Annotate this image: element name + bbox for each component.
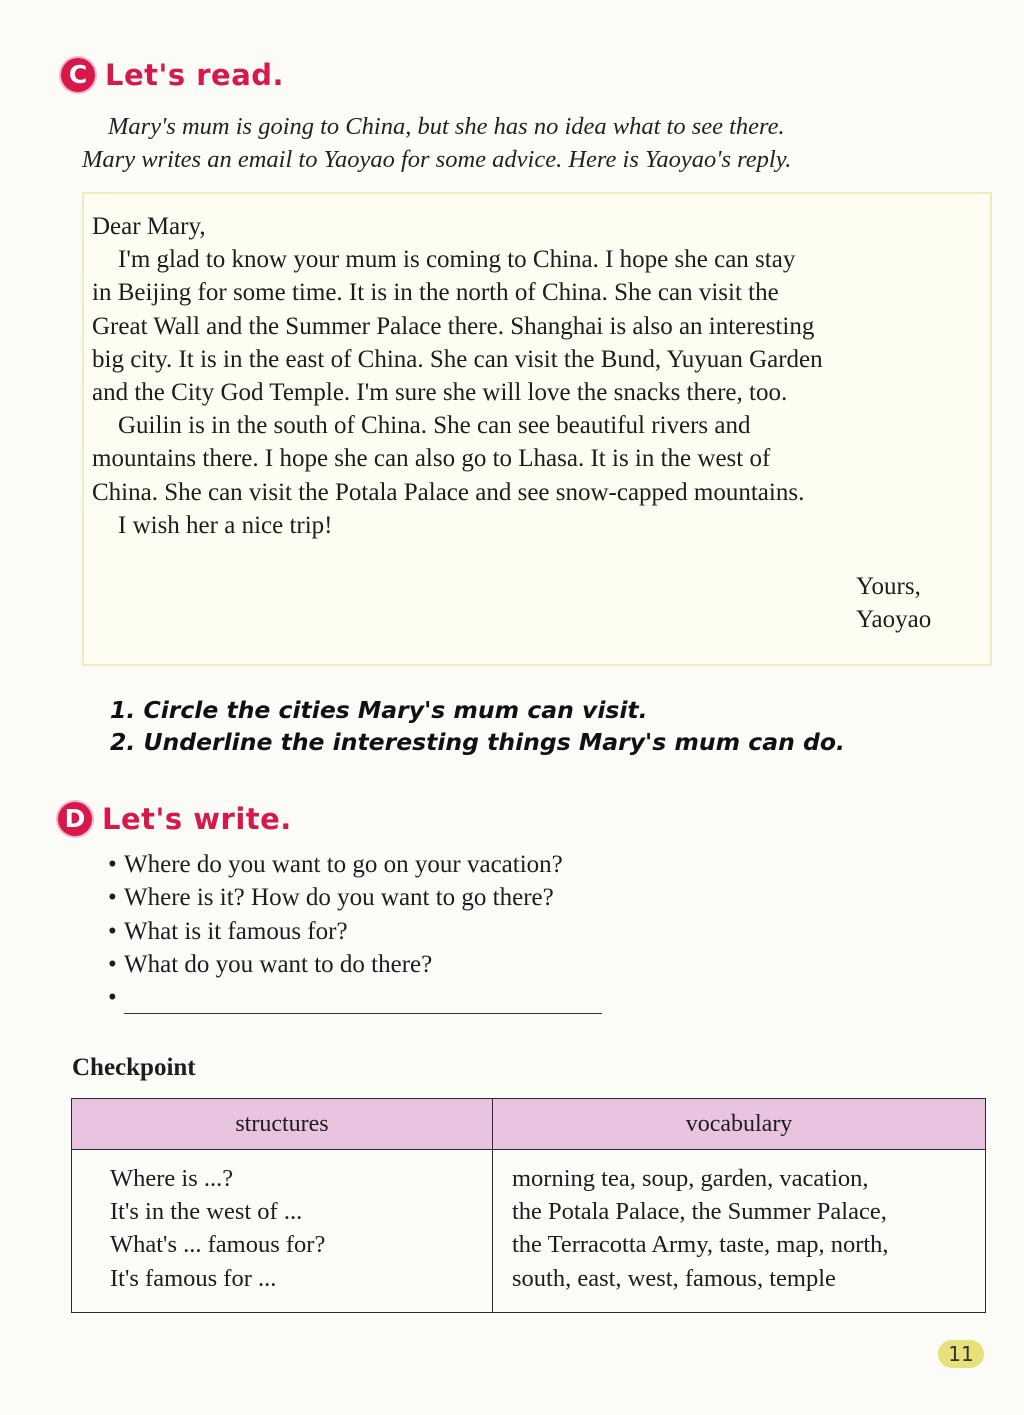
vocabulary-line: the Potala Palace, the Summer Palace, bbox=[512, 1198, 887, 1226]
email-line: I'm glad to know your mum is coming to China. I hope she can stay bbox=[118, 246, 796, 274]
answer-blank-line[interactable] bbox=[124, 989, 602, 1014]
checkpoint-header-row bbox=[72, 1099, 986, 1150]
email-line: China. She can visit the Potala Palace and see snow-capped mountains. bbox=[92, 478, 805, 506]
intro-line-2: Mary writes an email to Yaoyao for some advice. Here is Yaoyao's reply. bbox=[82, 146, 792, 173]
structure-item: It's in the west of ... bbox=[110, 1198, 303, 1226]
task-1: 1. Circle the cities Mary's mum can visit. bbox=[110, 696, 648, 724]
vocabulary-line: morning tea, soup, garden, vacation, bbox=[512, 1165, 869, 1192]
section-c-badge: C bbox=[61, 58, 95, 92]
structure-item: Where is ...? bbox=[110, 1165, 234, 1192]
email-line: mountains there. I hope she can also go to Lhasa. It is in the west of bbox=[92, 445, 771, 473]
email-greeting: Dear Mary, bbox=[92, 213, 206, 240]
email-closing: Yours, bbox=[856, 573, 921, 600]
structures-header: structures bbox=[72, 1099, 493, 1150]
checkpoint-content-row bbox=[72, 1150, 986, 1313]
vocabulary-line: south, east, west, famous, temple bbox=[512, 1264, 836, 1292]
email-body bbox=[92, 210, 982, 542]
structures-cell bbox=[72, 1150, 493, 1313]
email-line: in Beijing for some time. It is in the north of China. She can visit the bbox=[92, 279, 779, 307]
structure-item: It's famous for ... bbox=[110, 1264, 277, 1292]
prompt-item: • Where do you want to go on your vacation? bbox=[108, 848, 602, 881]
task-2: 2. Underline the interesting things Mary's mum can do. bbox=[110, 728, 845, 756]
structure-item: What's ... famous for? bbox=[110, 1231, 326, 1259]
email-line: and the City God Temple. I'm sure she will love the snacks there, too. bbox=[92, 379, 788, 407]
email-line: Guilin is in the south of China. She can see beautiful rivers and bbox=[118, 412, 751, 440]
prompt-item: • What is it famous for? bbox=[108, 915, 602, 948]
page-number: 11 bbox=[938, 1340, 984, 1368]
prompt-blank-item bbox=[108, 981, 602, 1014]
email-line: big city. It is in the east of China. She can visit the Bund, Yuyuan Garden bbox=[92, 345, 823, 373]
section-d-title: Let's write. bbox=[102, 802, 292, 836]
email-line: Great Wall and the Summer Palace there. Shanghai is also an interesting bbox=[92, 312, 815, 340]
vocabulary-header: vocabulary bbox=[493, 1099, 986, 1150]
section-c-header bbox=[61, 58, 284, 92]
checkpoint-title: Checkpoint bbox=[72, 1054, 196, 1081]
prompt-item: • What do you want to do there? bbox=[108, 948, 602, 981]
vocabulary-cell bbox=[493, 1150, 986, 1313]
writing-prompts bbox=[108, 848, 602, 1014]
intro-line-1: Mary's mum is going to China, but she has no idea what to see there. bbox=[108, 113, 785, 140]
vocabulary-line: the Terracotta Army, taste, map, north, bbox=[512, 1231, 889, 1259]
section-d-header bbox=[58, 802, 292, 836]
email-line: I wish her a nice trip! bbox=[118, 511, 333, 539]
section-c-title: Let's read. bbox=[105, 58, 285, 92]
email-signature: Yaoyao bbox=[856, 606, 932, 633]
checkpoint-table bbox=[71, 1098, 986, 1313]
section-d-badge: D bbox=[58, 802, 92, 836]
prompt-item: • Where is it? How do you want to go there? bbox=[108, 881, 602, 914]
